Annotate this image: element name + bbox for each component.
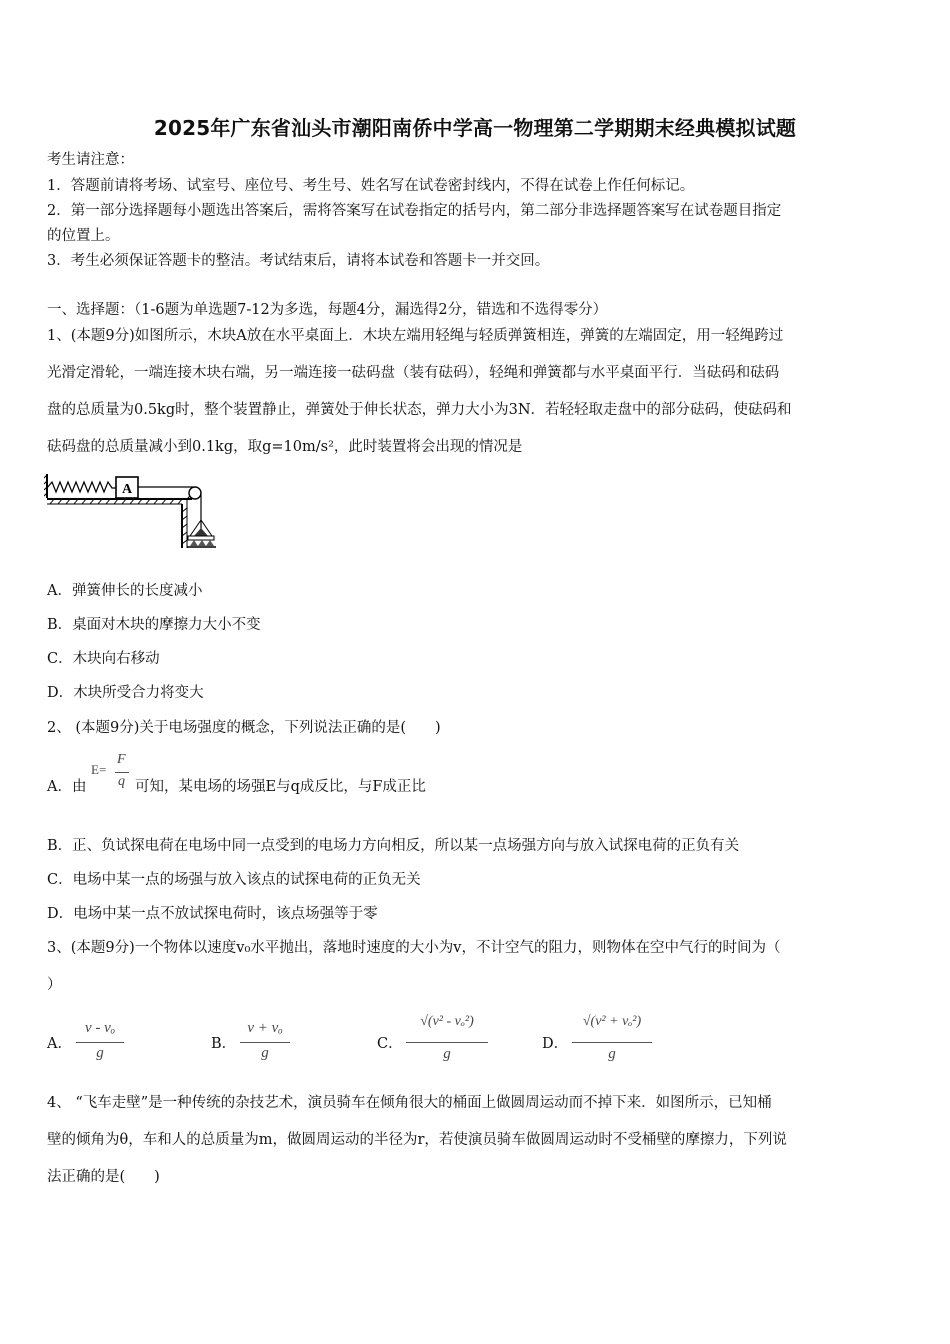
notice-item: 1．答题前请将考场、试室号、座位号、考生号、姓名写在试卷密封线内，不得在试卷上作任何标记。 <box>47 178 695 194</box>
q2-option-a-suffix[interactable]: 可知，某电场的场强E与q成反比，与F成正比 <box>135 779 426 795</box>
q2-option[interactable]: B．正、负试探电荷在电场中同一点受到的电场力方向相反，所以某一点场强方向与放入试探电荷的正负有关 <box>47 838 740 854</box>
q1-option[interactable]: A．弹簧伸长的长度减小 <box>47 583 203 599</box>
q1-option[interactable]: C．木块向右移动 <box>47 651 160 667</box>
q1-stem-line: 盘的总质量为0.5kg时，整个装置静止，弹簧处于伸长状态，弹力大小为3N．若轻轻取走盘中的部分砝码，使砝码和 <box>47 402 792 418</box>
notice-item: 的位置上。 <box>47 228 120 244</box>
notice-item: 2．第一部分选择题每小题选出答案后，需将答案写在试卷指定的括号内，第二部分非选择题答案写在试卷题目指定 <box>47 203 782 219</box>
block-label: A <box>122 482 133 497</box>
page-title: 2025年广东省汕头市潮阳南侨中学高一物理第二学期期末经典模拟试题 <box>153 116 797 140</box>
notice-heading: 考生请注意： <box>47 152 134 168</box>
formula-num: F <box>117 752 126 767</box>
q3-option-label[interactable]: B． <box>211 1036 237 1052</box>
q2-formula <box>91 752 133 794</box>
q1-option[interactable]: B．桌面对木块的摩擦力大小不变 <box>47 617 261 633</box>
q1-stem-line: 砝码盘的总质量减小到0.1kg，取g=10m/s²，此时装置将会出现的情况是 <box>47 439 523 455</box>
q3-option-label[interactable]: C． <box>377 1036 403 1052</box>
q1-option[interactable]: D．木块所受合力将变大 <box>47 685 204 701</box>
q1-stem-line: 光滑定滑轮，一端连接木块右端，另一端连接一砝码盘（装有砝码），轻绳和弹簧都与水平桌面平行．当砝码和砝码 <box>47 365 780 381</box>
q2-option[interactable]: D．电场中某一点不放试探电荷时，该点场强等于零 <box>47 906 378 922</box>
q3-option-a-fraction[interactable]: v - vₒ g <box>76 1020 124 1068</box>
q3-option-d-fraction[interactable]: √(v² + vₒ²) g <box>572 1010 652 1070</box>
q2-option-a-prefix[interactable]: A．由 <box>47 779 87 795</box>
formula-lhs: E= <box>91 762 107 777</box>
q4-stem-line: 壁的倾角为θ，车和人的总质量为m，做圆周运动的半径为r，若使演员骑车做圆周运动时不受桶壁的摩擦力，下列说 <box>47 1132 787 1148</box>
q2-stem: 2、 (本题9分)关于电场强度的概念，下列说法正确的是( ) <box>47 720 441 736</box>
q3-option-b-fraction[interactable]: v + vₒ g <box>240 1020 290 1068</box>
q4-stem-line: 法正确的是( ) <box>47 1169 160 1185</box>
section-heading: 一、选择题：（1-6题为单选题7-12为多选，每题4分，漏选得2分，错选和不选得零分） <box>47 302 608 318</box>
q2-option[interactable]: C．电场中某一点的场强与放入该点的试探电荷的正负无关 <box>47 872 421 888</box>
q4-stem-line: 4、 “飞车走壁”是一种传统的杂技艺术，演员骑车在倾角很大的桶面上做圆周运动而不掉下来．如图所示，已知桶 <box>47 1095 772 1111</box>
formula-den: q <box>118 774 125 789</box>
notice-item: 3．考生必须保证答题卡的整洁。考试结束后，请将本试卷和答题卡一并交回。 <box>47 253 550 269</box>
q3-stem-end: ） <box>47 977 62 993</box>
q3-option-label[interactable]: A． <box>47 1036 72 1052</box>
q3-option-label[interactable]: D． <box>542 1036 569 1052</box>
q3-option-c-fraction[interactable]: √(v² - vₒ²) g <box>406 1010 488 1070</box>
q3-stem: 3、(本题9分)一个物体以速度v₀水平抛出，落地时速度的大小为v，不计空气的阻力，则物体在空中气行的时间为（ <box>47 940 781 956</box>
q1-stem-line: 1、(本题9分)如图所示，木块A放在水平桌面上．木块左端用轻绳与轻质弹簧相连，弹簧的左端固定，用一轻绳跨过 <box>47 328 784 344</box>
spring-block-pulley-figure <box>44 470 219 555</box>
